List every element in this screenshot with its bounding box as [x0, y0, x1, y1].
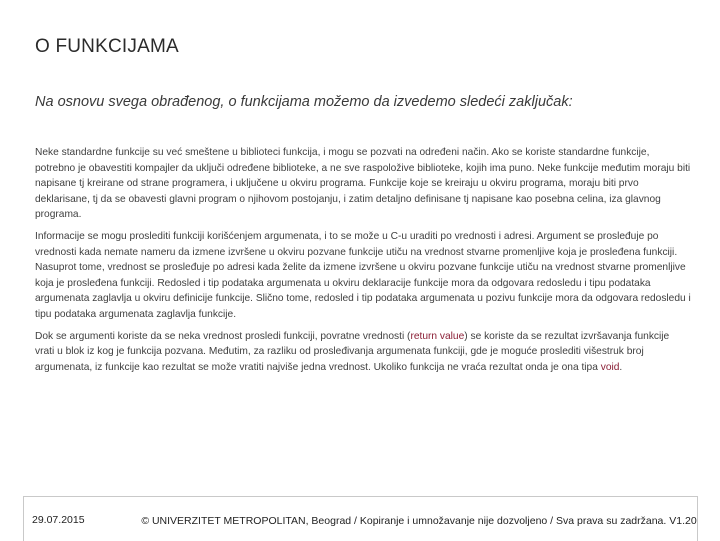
paragraph-arguments: Informacije se mogu proslediti funkciji korišćenjem argumenata, i to se može u C-u uraditi po vrednosti i adresi. Argument se prosleđuje po vrednosti kada nemate nameru da izmene izvršene u okviru pozvane funkcije utiču na vrednost stvarne promenljive koja je prosleđena funkciji. Nasuprot tome, vrednost se prosleđuje po adresi kada želite da izmene izvršene u okviru pozvane funkcije utiču na vrednost stvarne promenljive koja je prosleđena funkciji. Redosled i tip podataka argumenata u okviru deklaracije funkcije mora da odgovara redosledu i tipu podataka argumenata zaglavlja u okviru definicije funkcije. Slično tome, redosled i tip podataka argumenata u pozivu funkcije mora da odgovara redosledu i tipu podataka argumenata zaglavlja funkcije.: [35, 230, 691, 320]
return-value-term: return value: [410, 330, 465, 342]
void-term: void: [600, 361, 620, 373]
footer-copyright: © UNIVERZITET METROPOLITAN, Beograd / Kopiranje i umnožavanje nije dozvoljeno / Sva prava su zadržana. V1.20: [141, 515, 697, 527]
page-title: O FUNKCIJAMA: [35, 36, 179, 57]
paragraph3-part3: .: [619, 361, 623, 373]
paragraph3-part2: ) se koriste da se rezultat izvršavanja funkcije vrati u blok iz kog je funkcija pozvana. Međutim, za razliku od prosleđivanja argumenata funkciji, gde je moguće proslediti višestruk broj argumenata, iz funkcije kao rezultat se može vratiti najviše jedna vrednost. Ukoliko funkcija ne vraća rezultat onda je ona tipa: [35, 330, 670, 373]
footer-date: 29.07.2015: [32, 514, 85, 526]
footer: [23, 496, 698, 541]
page-subtitle: Na osnovu svega obrađenog, o funkcijama možemo da izvedemo sledeći zaključak:: [35, 94, 573, 110]
body-text: [35, 145, 691, 381]
paragraph-return-values: [35, 329, 691, 376]
paragraph-standard-functions: Neke standardne funkcije su već smeštene u biblioteci funkcija, i mogu se pozvati na određeni način. Ako se koriste standardne funkcije, potrebno je obavestiti kompajler da uključi određene biblioteke, a ne sve raspoložive biblioteke, kojih ima puno. Neke funkcije međutim moraju biti napisane tj kreirane od strane programera, i uključene u okviru programa. Funkcije koje se kreiraju u okviru programa, moraju biti prvo deklarisane, tj da se obavesti glavni program o njihovom postojanju, i zatim detaljno definisane tj napisane kao posebna celina, iza glavnog programa.: [35, 147, 691, 221]
paragraph3-part1: Dok se argumenti koriste da se neka vrednost prosledi funkciji, povratne vrednosti (: [35, 330, 411, 342]
